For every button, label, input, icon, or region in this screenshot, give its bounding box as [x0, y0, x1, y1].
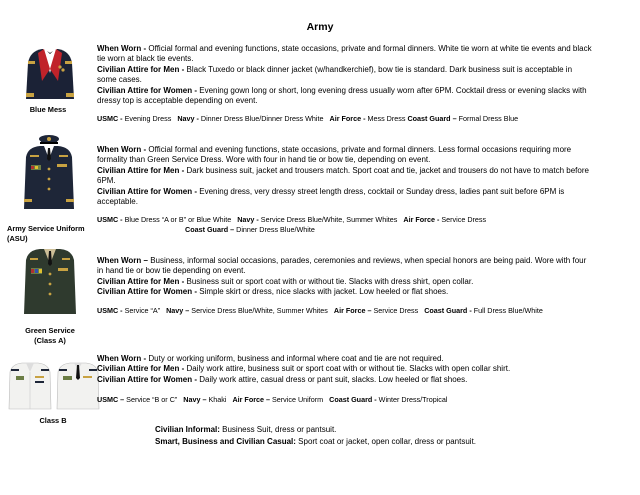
when-worn-label: When Worn -: [97, 44, 149, 53]
class-b-description: [97, 354, 593, 385]
class-b-caption: Class B: [39, 416, 67, 425]
asu-uniform-image: [20, 133, 78, 211]
navy-label: Navy –: [183, 395, 209, 404]
air-force-value: Mess Dress: [367, 114, 406, 123]
air-force-value: Service Dress: [441, 215, 487, 224]
coast-guard-label: Coast Guard –: [407, 114, 459, 123]
usmc-value: Evening Dress: [124, 114, 172, 123]
when-worn-label: When Worn -: [97, 145, 149, 154]
blue-mess-description: [97, 44, 593, 106]
air-force-value: Service Uniform: [272, 395, 324, 404]
blue-mess-uniform-image: [22, 43, 78, 101]
asu-service-equivalents-line2: [185, 225, 315, 235]
navy-label: Navy -: [237, 215, 261, 224]
navy-value: Dinner Dress Blue/Dinner Dress White: [200, 114, 324, 123]
men-attire-text: Black Tuxedo or black dinner jacket (w/handkerchief), bow tie is standard. Dark business suit is acceptable in some cases.: [97, 64, 573, 85]
usmc-value: Blue Dress “A or B” or Blue White: [124, 215, 232, 224]
coast-guard-label: Coast Guard –: [185, 225, 237, 234]
when-worn-text: Business, informal social occasions, parades, ceremonies and reviews, when special honors are being paid. Wore with four in hand tie or bow tie depending on event.: [97, 256, 587, 276]
men-attire-text: Dark business suit, jacket and trousers match. Sport coat and tie, jacket and trousers do not have to match before 6PM.: [97, 165, 589, 186]
when-worn-text: Official formal and evening functions, state occasions, private and formal dinners. White tie worn at white tie events and black tie worn at black tie events.: [97, 44, 592, 64]
men-attire-label: Civilian Attire for Men -: [97, 276, 187, 286]
women-attire-label: Civilian Attire for Women -: [97, 374, 200, 384]
women-attire-text: Simple skirt or dress, nice slacks with jacket. Low heeled or flat shoes.: [199, 287, 449, 297]
women-attire-text: Evening dress, very dressy street length dress, cocktail or Sunday dress, ladies pant suit before 6PM is acceptable.: [97, 186, 565, 207]
green-service-uniform-image: [20, 246, 80, 316]
men-attire-text: Daily work attire, business suit or sport coat with or without tie. Slacks with open collar shirt.: [186, 364, 511, 374]
navy-value: Khaki: [208, 395, 227, 404]
coast-guard-label: Coast Guard -: [424, 306, 474, 315]
women-attire-text: Evening gown long or short, long evening dress usually worn after 6PM. Cocktail dress or evening slacks with dressy top is acceptable depending on event.: [97, 85, 587, 106]
coast-guard-value: Full Dress Blue/White: [473, 306, 543, 315]
usmc-value: Service “B or C”: [126, 395, 178, 404]
when-worn-text: Official formal and evening functions, state occasions, private and formal dinners. Less formal occasions requiring more formality than Green Service Dress. Wore with four in hand tie or bow tie, depending on event.: [97, 145, 572, 165]
navy-label: Navy -: [177, 114, 201, 123]
air-force-label: Air Force -: [329, 114, 368, 123]
navy-value: Service Dress Blue/White, Summer Whites: [191, 306, 328, 315]
civilian-informal-label: Civilian Informal:: [155, 425, 223, 434]
men-attire-label: Civilian Attire for Men -: [97, 364, 187, 374]
civilian-attire-footer: [155, 424, 615, 447]
coast-guard-value: Formal Dress Blue: [458, 114, 519, 123]
asu-service-equivalents-line1: [97, 215, 486, 225]
blue-mess-service-equivalents: [97, 114, 518, 124]
usmc-label: USMC -: [97, 306, 125, 315]
air-force-value: Service Dress: [373, 306, 419, 315]
coast-guard-value: Dinner Dress Blue/White: [236, 225, 315, 234]
asu-description: [97, 145, 593, 207]
when-worn-label: When Worn –: [97, 256, 151, 265]
class-b-uniform-image: [8, 362, 100, 410]
asu-caption: Army Service Uniform (ASU): [7, 224, 85, 243]
coast-guard-value: Winter Dress/Tropical: [378, 395, 448, 404]
green-service-equivalents: [97, 306, 543, 316]
green-service-description: [97, 256, 593, 298]
navy-label: Navy –: [166, 306, 192, 315]
air-force-label: Air Force -: [403, 215, 442, 224]
usmc-value: Service “A”: [124, 306, 161, 315]
women-attire-label: Civilian Attire for Women -: [97, 186, 200, 196]
class-b-service-equivalents: [97, 395, 447, 405]
smart-casual-label: Smart, Business and Civilian Casual:: [155, 436, 299, 446]
civilian-informal-text: Business Suit, dress or pantsuit.: [222, 425, 337, 434]
navy-value: Service Dress Blue/White, Summer Whites: [260, 215, 398, 224]
women-attire-label: Civilian Attire for Women -: [97, 287, 200, 297]
usmc-label: USMC -: [97, 215, 125, 224]
air-force-label: Air Force –: [333, 306, 374, 315]
usmc-label: USMC –: [97, 395, 127, 404]
men-attire-label: Civilian Attire for Men -: [97, 64, 187, 74]
blue-mess-caption: Blue Mess: [29, 105, 67, 114]
when-worn-text: Duty or working uniform, business and informal where coat and tie are not required.: [148, 354, 444, 363]
men-attire-text: Business suit or sport coat with or without tie. Slacks with dress shirt, open collar.: [186, 276, 474, 286]
when-worn-label: When Worn -: [97, 354, 149, 363]
women-attire-label: Civilian Attire for Women -: [97, 85, 200, 95]
men-attire-label: Civilian Attire for Men -: [97, 165, 187, 175]
women-attire-text: Daily work attire, casual dress or pant suit, slacks. Low heeled or flat shoes.: [199, 374, 468, 384]
air-force-label: Air Force –: [232, 395, 272, 404]
page-title: Army: [306, 21, 334, 33]
coast-guard-label: Coast Guard -: [329, 395, 379, 404]
usmc-label: USMC -: [97, 114, 125, 123]
smart-casual-text: Sport coat or jacket, open collar, dress or pantsuit.: [298, 436, 477, 446]
green-service-caption: Green Service (Class A): [25, 326, 75, 345]
